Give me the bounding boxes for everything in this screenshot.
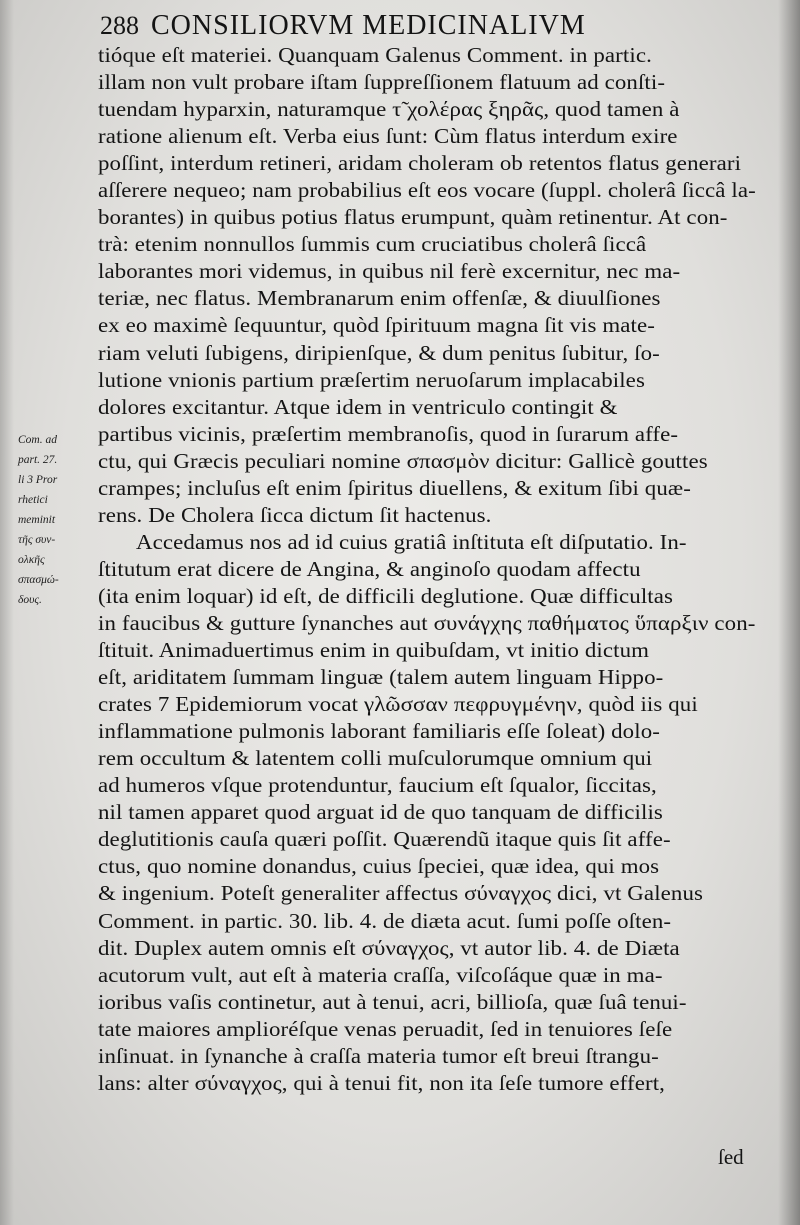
text-line: partibus vicinis, præſertim membranoſis, quod in ſurarum affe- xyxy=(98,421,679,446)
text-line: borantes) in quibus potius flatus erumpunt, quàm retinentur. At con- xyxy=(98,205,728,230)
running-title: CONSILIORVM MEDICINALIVM xyxy=(151,10,586,41)
margin-note: li 3 Pror xyxy=(18,474,58,486)
text-line: teriæ, nec flatus. Membranarum enim offenſæ, & diuulſiones xyxy=(98,286,661,311)
text-line: crates 7 Epidemiorum vocat γλῶσσαν πεφρυγμένην, quòd iis qui xyxy=(98,692,698,717)
margin-note: Com. ad xyxy=(18,434,57,446)
text-line: trà: etenim nonnullos ſummis cum cruciatibus cholerâ ſiccâ xyxy=(98,232,647,257)
page-edge-shadow xyxy=(0,0,14,1225)
page-header xyxy=(100,10,740,44)
text-line: nil tamen apparet quod arguat id de quo tanquam de difficilis xyxy=(98,800,663,825)
text-line: poſſint, interdum retineri, aridam choleram ob retentos flatus generari xyxy=(98,151,742,176)
margin-note: rhetici xyxy=(18,494,48,506)
text-line: eſt, ariditatem ſummam linguæ (talem autem linguam Hippo- xyxy=(98,665,664,690)
text-line: in faucibus & gutture ſynanches aut συνάγχης παθήματος ὕπαρξιν con- xyxy=(98,610,756,635)
text-line: ſtitutum erat dicere de Angina, & anginoſo quodam affectu xyxy=(98,556,641,581)
margin-note: δους. xyxy=(18,594,42,606)
text-line: laborantes mori videmus, in quibus nil ferè excernitur, nec ma- xyxy=(98,259,681,284)
margin-note: meminit xyxy=(18,514,56,526)
text-line: deglutitionis cauſa quæri poſſit. Quærendũ itaque quis ſit affe- xyxy=(98,827,671,852)
text-line: & ingenium. Poteſt generaliter affectus σύναγχος dici, vt Galenus xyxy=(98,881,704,906)
gutter-shadow xyxy=(778,0,800,1225)
text-line: ex eo maximè ſequuntur, quòd ſpirituum magna ſit vis mate- xyxy=(98,313,655,338)
text-line: acutorum vult, aut eſt à materia craſſa, viſcoſáque quæ in ma- xyxy=(98,962,663,987)
page-number: 288 xyxy=(100,11,139,40)
text-line: dolores excitantur. Atque idem in ventriculo contingit & xyxy=(98,394,618,419)
text-line: dit. Duplex autem omnis eſt σύναγχος, vt autor lib. 4. de Diæta xyxy=(98,935,680,960)
text-line: rem occultum & latentem colli muſculorumque omnium qui xyxy=(98,746,653,771)
body-text xyxy=(98,42,768,1097)
text-line: ctu, qui Græcis peculiari nomine σπασμὸν dicitur: Gallicè gouttes xyxy=(98,448,708,473)
text-line: lutione vnionis partium præſertim neruoſarum implacabiles xyxy=(98,367,645,392)
margin-note: τῆς συν- xyxy=(18,534,56,546)
text-line: ioribus vaſis continetur, aut à tenui, acri, billioſa, quæ ſuâ tenui- xyxy=(98,989,687,1014)
text-line: tate maiores amplioréſque venas peruadit, ſed in tenuiores ſeſe xyxy=(98,1016,673,1041)
margin-note: ολκῆς xyxy=(18,554,45,566)
text-line: tióque eſt materiei. Quanquam Galenus Comment. in partic. xyxy=(98,43,652,67)
text-line: lans: alter σύναγχος, qui à tenui fit, non ita ſeſe tumore effert, xyxy=(98,1070,665,1095)
margin-note: σπασμώ- xyxy=(18,574,59,586)
text-line: ctus, quo nomine donandus, cuius ſpeciei, quæ idea, qui mos xyxy=(98,854,660,879)
text-line: riam veluti ſubigens, diripienſque, & dum penitus ſubitur, ſo- xyxy=(98,340,660,365)
text-line: inſinuat. in ſynanche à craſſa materia tumor eſt breui ſtrangu- xyxy=(98,1043,659,1068)
text-line: (ita enim loquar) id eſt, de difficili deglutione. Quæ difficultas xyxy=(98,583,674,608)
text-line: rens. De Cholera ſicca dictum ſit hactenus. xyxy=(98,502,492,527)
text-line: illam non vult probare iſtam ſuppreſſionem flatuum ad conſti- xyxy=(98,70,666,95)
catchword: ſed xyxy=(718,1145,744,1169)
text-line: ſtituit. Animaduertimus enim in quibuſdam, vt initio dictum xyxy=(98,638,650,663)
text-line: Comment. in partic. 30. lib. 4. de diæta acut. ſumi poſſe oſten- xyxy=(98,908,672,933)
text-line: crampes; incluſus eſt enim ſpiritus diuellens, & exitum ſibi quæ- xyxy=(98,475,691,500)
text-line: tuendam hyparxin, naturamque τ̃ χολέρας ξηρᾶς, quod tamen à xyxy=(98,97,680,122)
text-line: aſſerere nequeo; nam probabilius eſt eos vocare (ſuppl. cholerâ ſiccâ la- xyxy=(98,178,756,203)
text-line: inflammatione pulmonis laborant familiaris eſſe ſoleat) dolo- xyxy=(98,719,660,744)
margin-note: part. 27. xyxy=(18,454,58,466)
text-line: ad humeros vſque protenduntur, faucium eſt ſqualor, ſiccitas, xyxy=(98,773,657,798)
text-line: ratione alienum eſt. Verba eius ſunt: Cùm flatus interdum exire xyxy=(98,124,678,149)
paragraph-start-line: Accedamus nos ad id cuius gratiâ inſtituta eſt diſputatio. In- xyxy=(136,529,687,554)
margin-notes xyxy=(18,430,103,610)
